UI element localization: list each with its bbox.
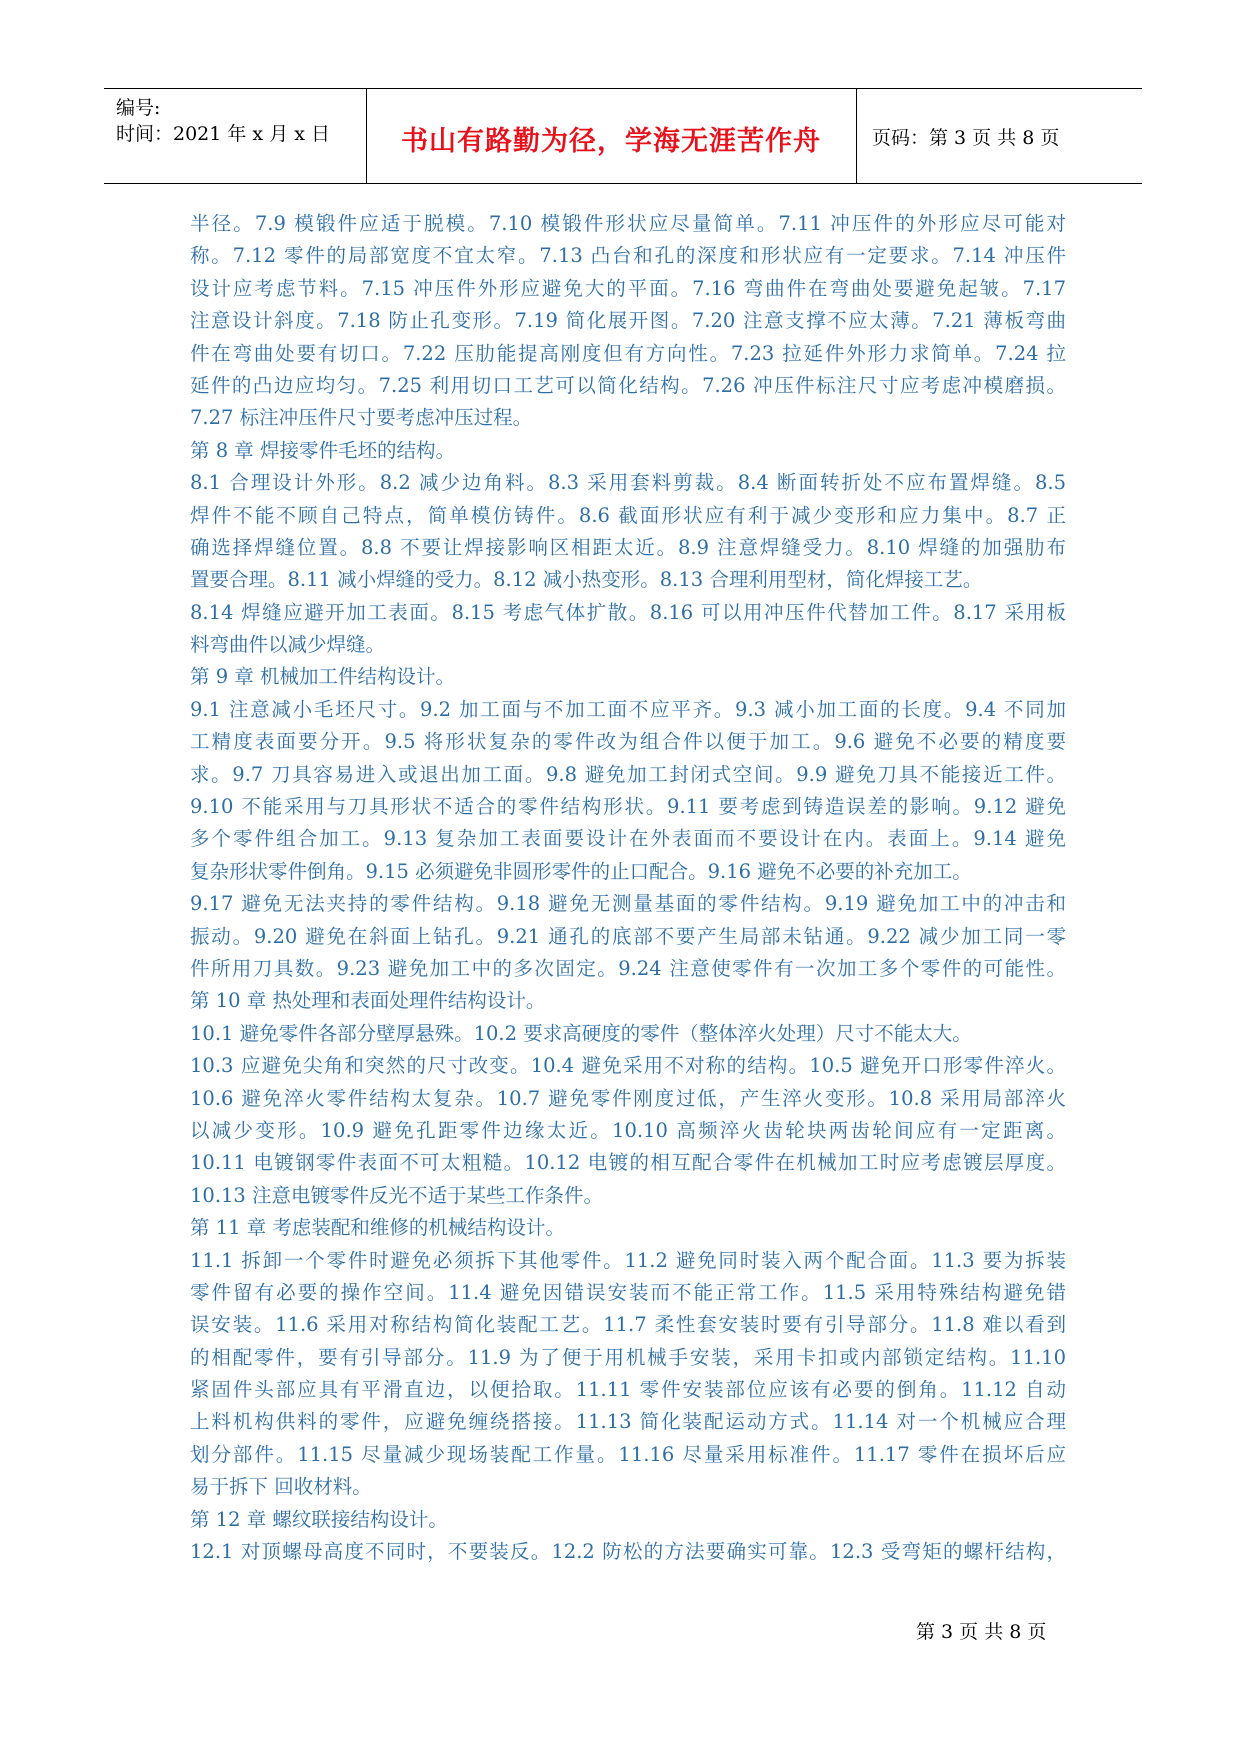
body-line: 料弯曲件以减少焊缝。 <box>190 633 386 657</box>
page-footer: 第 3 页 共 8 页 <box>916 1621 1047 1643</box>
document-time-label: 时间：2021 年 x 月 x 日 <box>116 123 330 145</box>
body-line: 第 8 章 焊接零件毛坯的结构。 <box>190 438 456 462</box>
body-line: 10.1 避免零件各部分壁厚悬殊。10.2 要求高硬度的零件（整体淬火处理）尺寸不能太大。 <box>190 1021 972 1045</box>
body-line: 7.27 标注冲压件尺寸要考虑冲压过程。 <box>190 406 533 430</box>
header-page-code: 页码：第 3 页 共 8 页 <box>872 127 1060 149</box>
body-line: 第 11 章 考虑装配和维修的机械结构设计。 <box>190 1216 565 1240</box>
body-line: 划分部件。11.15 尽量减少现场装配工作量。11.16 尽量采用标准件。11.17 零件在损坏后应 <box>190 1442 1066 1466</box>
body-line: 误安装。11.6 采用对称结构简化装配工艺。11.7 柔性套安装时要有引导部分。11.8 难以看到 <box>190 1313 1066 1337</box>
body-line: 确选择焊缝位置。8.8 不要让焊接影响区相距太近。8.9 注意焊缝受力。8.10 焊缝的加强肋布 <box>190 535 1066 559</box>
body-line: 紧固件头部应具有平滑直边，以便拾取。11.11 零件安装部位应该有必要的倒角。11.12 自动 <box>190 1378 1066 1402</box>
body-line: 延件的凸边应均匀。7.25 利用切口工艺可以简化结构。7.26 冲压件标注尺寸应考虑冲模磨损。 <box>190 373 1066 397</box>
body-line: 求。9.7 刀具容易进入或退出加工面。9.8 避免加工封闭式空间。9.9 避免刀具不能接近工件。 <box>190 762 1066 786</box>
body-line: 第 9 章 机械加工件结构设计。 <box>190 665 456 689</box>
body-line: 的相配零件，要有引导部分。11.9 为了便于用机械手安装，采用卡扣或内部锁定结构。11.10 <box>190 1345 1066 1369</box>
body-line: 复杂形状零件倒角。9.15 必须避免非圆形零件的止口配合。9.16 避免不必要的补充加工。 <box>190 859 972 883</box>
body-line: 置要合理。8.11 减小焊缝的受力。8.12 减小热变形。8.13 合理利用型材，简化焊接工艺。 <box>190 568 983 592</box>
document-number-label: 编号: <box>116 97 161 119</box>
body-line: 第 12 章 螺纹联接结构设计。 <box>190 1507 448 1531</box>
document-body <box>190 208 1066 1568</box>
body-line: 振动。9.20 避免在斜面上钻孔。9.21 通孔的底部不要产生局部未钻通。9.22 减少加工同一零 <box>190 924 1066 948</box>
body-line: 10.13 注意电镀零件反光不适于某些工作条件。 <box>190 1183 604 1207</box>
body-line: 9.1 注意减小毛坯尺寸。9.2 加工面与不加工面不应平齐。9.3 减小加工面的长度。9.4 不同加 <box>190 697 1066 721</box>
body-line: 半径。7.9 模锻件应适于脱模。7.10 模锻件形状应尽量简单。7.11 冲压件的外形应尽可能对 <box>190 212 1066 235</box>
body-line: 件在弯曲处要有切口。7.22 压肋能提高刚度但有方向性。7.23 拉延件外形力求简单。7.24 拉 <box>190 341 1066 365</box>
body-line: 9.17 避免无法夹持的零件结构。9.18 避免无测量基面的零件结构。9.19 避免加工中的冲击和 <box>190 892 1066 916</box>
body-line: 12.1 对顶螺母高度不同时，不要装反。12.2 防松的方法要确实可靠。12.3 受弯矩的螺杆结构， <box>190 1540 1066 1564</box>
body-line: 8.1 合理设计外形。8.2 减少边角料。8.3 采用套料剪裁。8.4 断面转折处不应布置焊缝。8.5 <box>190 471 1066 495</box>
body-line: 10.6 避免淬火零件结构太复杂。10.7 避免零件刚度过低，产生淬火变形。10.8 采用局部淬火 <box>190 1086 1066 1110</box>
header-page-cell <box>856 89 1142 183</box>
document-header <box>104 88 1142 184</box>
body-line: 焊件不能不顾自己特点，简单模仿铸件。8.6 截面形状应有利于减少变形和应力集中。8.7 正 <box>190 503 1066 527</box>
body-line: 件所用刀具数。9.23 避免加工中的多次固定。9.24 注意使零件有一次加工多个零件的可能性。 <box>190 956 1066 980</box>
body-line: 零件留有必要的操作空间。11.4 避免因错误安装而不能正常工作。11.5 采用特殊结构避免错 <box>190 1280 1066 1304</box>
body-line: 以减少变形。10.9 避免孔距零件边缘太近。10.10 高频淬火齿轮块两齿轮间应有一定距离。 <box>190 1118 1066 1142</box>
body-line: 上料机构供料的零件，应避免缠绕搭接。11.13 简化装配运动方式。11.14 对一个机械应合理 <box>190 1410 1066 1434</box>
header-motto: 书山有路勤为径，学海无涯苦作舟 <box>401 126 821 157</box>
body-line: 易于拆下 回收材料。 <box>190 1475 372 1499</box>
body-line: 10.3 应避免尖角和突然的尺寸改变。10.4 避免采用不对称的结构。10.5 避免开口形零件淬火。 <box>190 1054 1066 1078</box>
header-motto-cell <box>366 89 857 183</box>
body-line: 设计应考虑节料。7.15 冲压件外形应避免大的平面。7.16 弯曲件在弯曲处要避免起皱。7.17 <box>190 276 1066 300</box>
body-line: 9.10 不能采用与刀具形状不适合的零件结构形状。9.11 要考虑到铸造误差的影响。9.12 避免 <box>190 795 1066 819</box>
body-line: 8.14 焊缝应避开加工表面。8.15 考虑气体扩散。8.16 可以用冲压件代替加工件。8.17 采用板 <box>190 600 1066 624</box>
body-line: 第 10 章 热处理和表面处理件结构设计。 <box>190 989 546 1013</box>
body-line: 注意设计斜度。7.18 防止孔变形。7.19 简化展开图。7.20 注意支撑不应太薄。7.21 薄板弯曲 <box>190 309 1066 333</box>
body-line: 10.11 电镀钢零件表面不可太粗糙。10.12 电镀的相互配合零件在机械加工时应考虑镀层厚度。 <box>190 1151 1066 1175</box>
body-line: 工精度表面要分开。9.5 将形状复杂的零件改为组合件以便于加工。9.6 避免不必要的精度要 <box>190 730 1066 754</box>
body-line: 多个零件组合加工。9.13 复杂加工表面要设计在外表面而不要设计在内。表面上。9.14 避免 <box>190 827 1066 851</box>
body-line: 称。7.12 零件的局部宽度不宜太窄。7.13 凸台和孔的深度和形状应有一定要求。7.14 冲压件 <box>190 244 1066 268</box>
body-line: 11.1 拆卸一个零件时避免必须拆下其他零件。11.2 避免同时装入两个配合面。11.3 要为拆装 <box>190 1248 1066 1272</box>
header-info-cell <box>104 89 367 183</box>
